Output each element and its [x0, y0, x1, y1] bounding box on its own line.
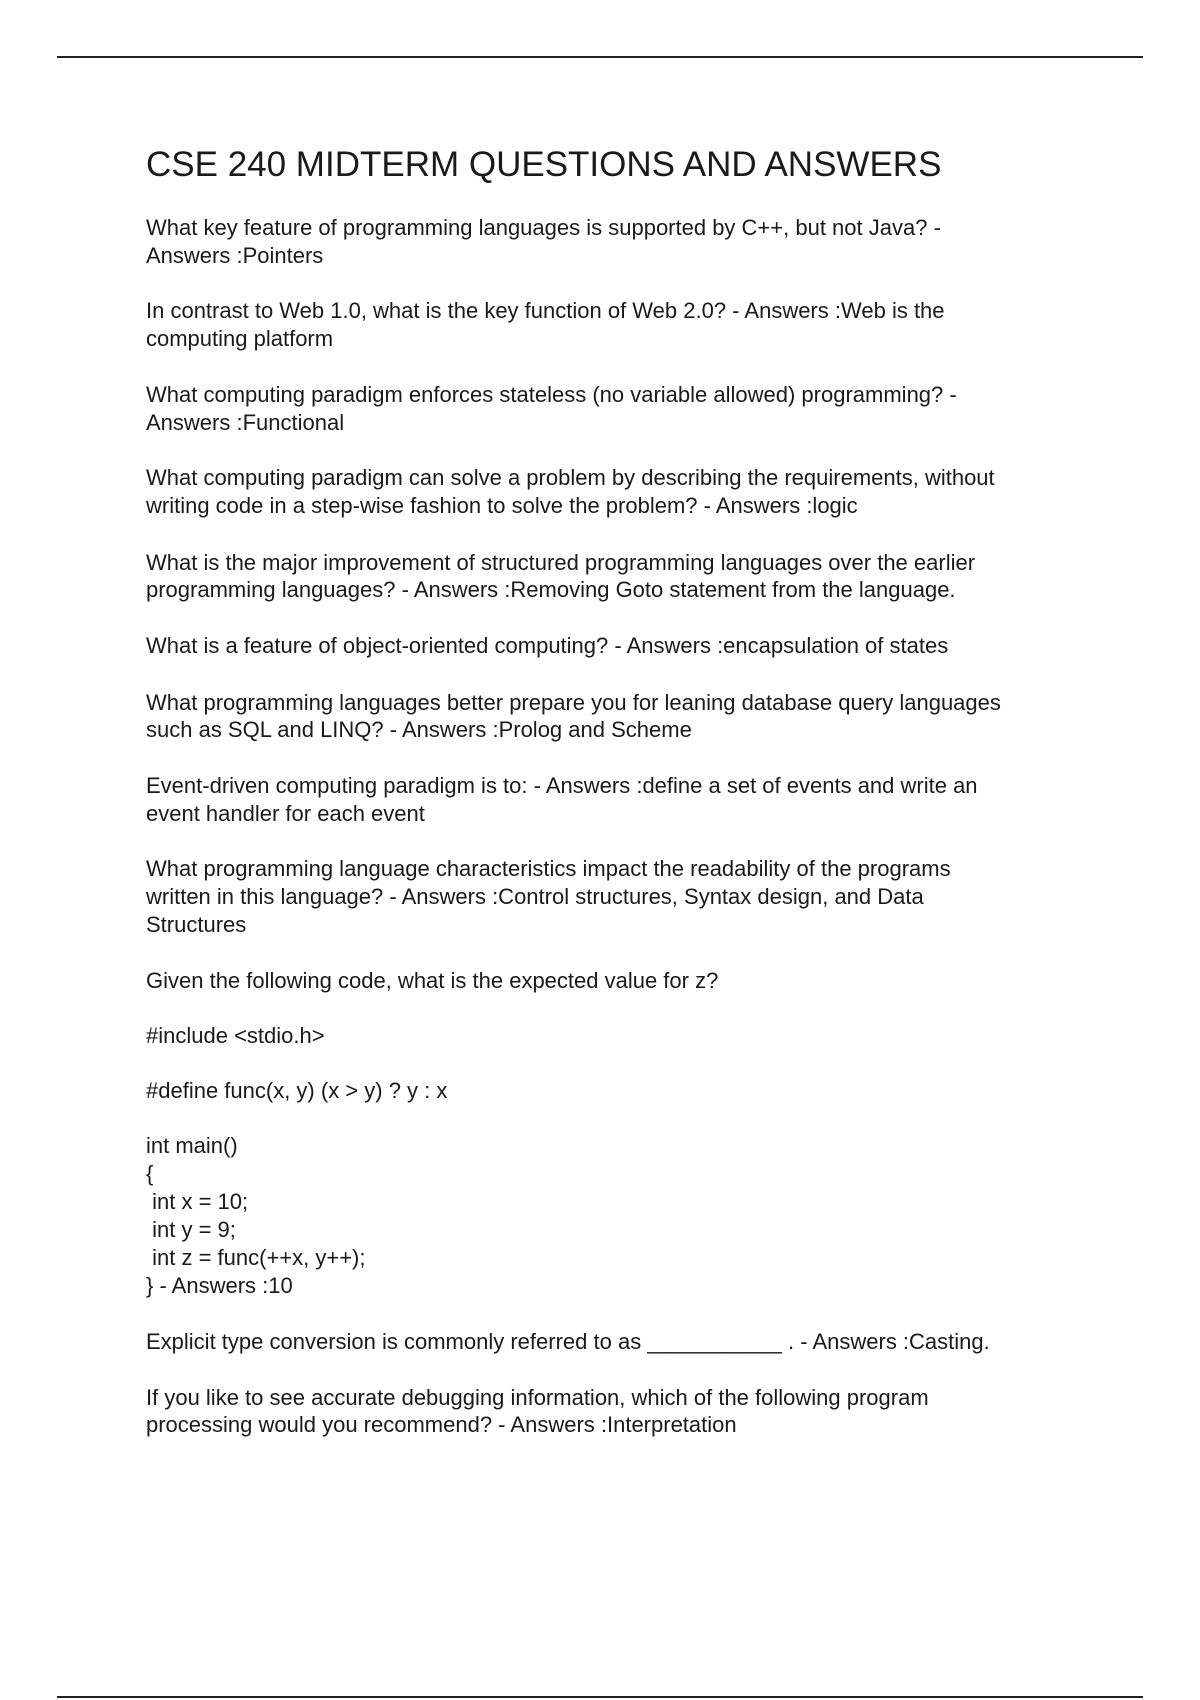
text-line: What key feature of programming languages is supported by C++, but not Java? -	[146, 215, 941, 240]
code-line: {	[146, 1161, 154, 1186]
code-line: #define func(x, y) (x > y) ? y : x	[146, 1078, 448, 1103]
text-line: Given the following code, what is the expected value for z?	[146, 968, 719, 993]
text-line: Answers :Functional	[146, 410, 345, 435]
text-line: In contrast to Web 1.0, what is the key function of Web 2.0? - Answers :Web is the	[146, 298, 945, 323]
text-line: What is a feature of object-oriented computing? - Answers :encapsulation of states	[146, 633, 949, 658]
text-line: such as SQL and LINQ? - Answers :Prolog and Scheme	[146, 717, 692, 742]
text-line: If you like to see accurate debugging information, which of the following program	[146, 1385, 929, 1410]
document-title: CSE 240 MIDTERM QUESTIONS AND ANSWERS	[146, 145, 942, 184]
code-line: #include <stdio.h>	[146, 1023, 325, 1048]
text-line: What computing paradigm enforces stateless (no variable allowed) programming? -	[146, 382, 957, 407]
text-line: programming languages? - Answers :Removing Goto statement from the language.	[146, 577, 956, 602]
code-line: int main()	[146, 1133, 238, 1158]
text-line: Event-driven computing paradigm is to: - Answers :define a set of events and write an	[146, 773, 978, 798]
code-line: int z = func(++x, y++);	[146, 1245, 366, 1270]
top-rule	[57, 56, 1143, 58]
text-line: event handler for each event	[146, 801, 425, 826]
code-line: } - Answers :10	[146, 1273, 293, 1298]
text-line: What programming languages better prepare you for leaning database query languages	[146, 690, 1001, 715]
text-line: What computing paradigm can solve a problem by describing the requirements, without	[146, 465, 995, 490]
text-line: written in this language? - Answers :Control structures, Syntax design, and Data	[146, 884, 924, 909]
text-line: writing code in a step-wise fashion to solve the problem? - Answers :logic	[146, 493, 858, 518]
text-line: What programming language characteristics impact the readability of the programs	[146, 856, 951, 881]
text-line: processing would you recommend? - Answers :Interpretation	[146, 1412, 737, 1437]
bottom-rule	[57, 1696, 1143, 1698]
text-line: computing platform	[146, 326, 334, 351]
text-line: Structures	[146, 912, 247, 937]
text-line: Explicit type conversion is commonly referred to as ___________ . - Answers :Casting.	[146, 1329, 990, 1354]
text-line: What is the major improvement of structured programming languages over the earlier	[146, 550, 976, 575]
code-line: int x = 10;	[146, 1189, 249, 1214]
code-line: int y = 9;	[146, 1217, 236, 1242]
text-line: Answers :Pointers	[146, 243, 324, 268]
